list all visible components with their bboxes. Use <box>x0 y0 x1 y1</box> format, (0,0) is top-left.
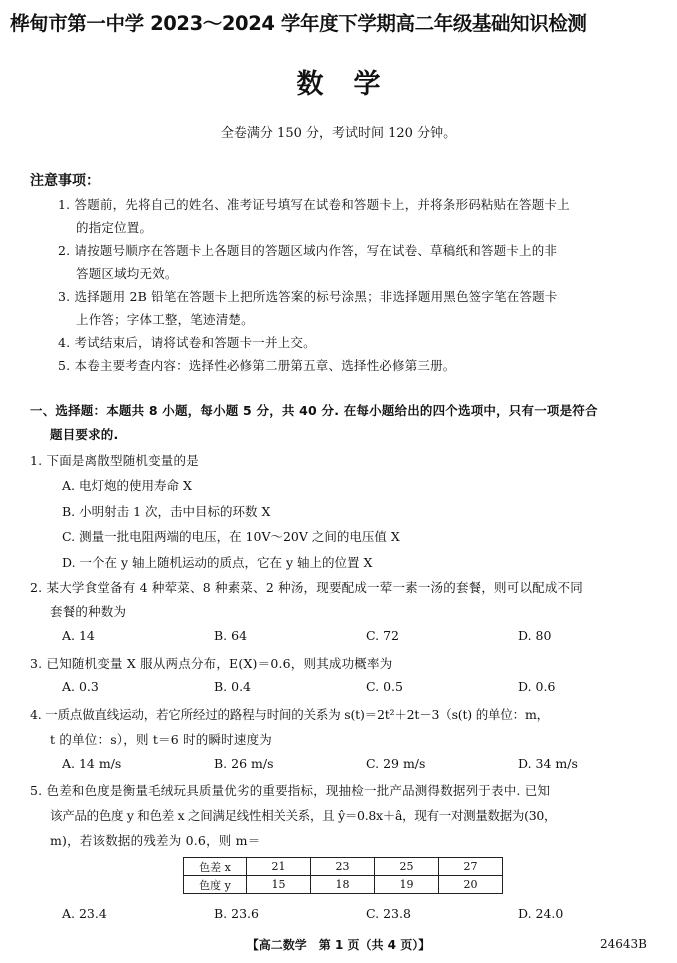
notice-line: 2. 请按题号顺序在答题卡上各题目的答题区域内作答，写在试卷、草稿纸和答题卡上的非 <box>58 243 558 258</box>
table-cell: 15 <box>247 876 311 894</box>
q5-option-a: A. 23.4 <box>62 906 107 921</box>
subject-heading: 数学 <box>296 69 411 100</box>
exam-meta: 全卷满分 150 分，考试时间 120 分钟。 <box>220 126 457 141</box>
table-cell: 23 <box>311 858 375 876</box>
q1-option-d: D. 一个在 y 轴上随机运动的质点，它在 y 轴上的位置 X <box>62 555 373 570</box>
q1-option-c: C. 测量一批电阻两端的电压，在 10V～20V 之间的电压值 X <box>62 529 400 544</box>
q3-stem: 3. 已知随机变量 X 服从两点分布，E(X)＝0.6，则其成功概率为 <box>30 656 393 671</box>
notice-line: 的指定位置。 <box>76 220 153 235</box>
q2-stem: 2. 某大学食堂备有 4 种荤菜、8 种素菜、2 种汤，现要配成一荤一素一汤的套餐，则可以配成不同 <box>30 580 583 595</box>
table-cell: 20 <box>439 876 503 894</box>
table-cell: 18 <box>311 876 375 894</box>
q4-stem: t 的单位：s），则 t＝6 时的瞬时速度为 <box>50 732 272 747</box>
q3-option-a: A. 0.3 <box>62 679 99 694</box>
table-row <box>184 876 503 894</box>
notice-line: 答题区域均无效。 <box>76 266 178 281</box>
table-cell: 色差 x <box>184 858 247 876</box>
notice-line: 上作答；字体工整，笔迹清楚。 <box>76 312 254 327</box>
table-cell: 色度 y <box>184 876 247 894</box>
notice-line: 1. 答题前，先将自己的姓名、准考证号填写在试卷和答题卡上，并将条形码粘贴在答题卡上 <box>58 197 570 212</box>
q4-option-d: D. 34 m/s <box>518 756 578 771</box>
notice-line: 3. 选择题用 2B 铅笔在答题卡上把所选答案的标号涂黑；非选择题用黑色签字笔在答题卡 <box>58 289 558 304</box>
section-heading: 题目要求的. <box>50 427 119 442</box>
q2-option-b: B. 64 <box>214 628 248 643</box>
q2-option-c: C. 72 <box>366 628 399 643</box>
exam-code: 24643B <box>600 937 647 951</box>
notice-line: 5. 本卷主要考查内容：选择性必修第二册第五章、选择性必修第三册。 <box>58 358 456 373</box>
page-footer: 【高二数学 第 1 页（共 4 页）】 <box>246 938 431 952</box>
q5-stem: 5. 色差和色度是衡量毛绒玩具质量优劣的重要指标，现抽检一批产品测得数据列于表中. 已知 <box>30 783 551 798</box>
table-cell: 21 <box>247 858 311 876</box>
q2-stem: 套餐的种数为 <box>50 604 127 619</box>
notice-heading: 注意事项： <box>30 173 100 189</box>
q5-option-d: D. 24.0 <box>518 906 564 921</box>
q1-stem: 1. 下面是离散型随机变量的是 <box>30 453 199 468</box>
q2-option-d: D. 80 <box>518 628 552 643</box>
q5-stem: 该产品的色度 y 和色差 x 之间满足线性相关关系，且 ŷ＝0.8x＋â，现有一对测量数据为(30， <box>50 808 557 823</box>
notice-line: 4. 考试结束后，请将试卷和答题卡一并上交。 <box>58 335 316 350</box>
q1-option-a: A. 电灯炮的使用寿命 X <box>62 478 192 493</box>
table-row <box>184 858 503 876</box>
q3-option-c: C. 0.5 <box>366 679 403 694</box>
table-cell: 19 <box>375 876 439 894</box>
q1-option-b: B. 小明射击 1 次，击中目标的环数 X <box>62 504 271 519</box>
q3-option-b: B. 0.4 <box>214 679 252 694</box>
q4-option-b: B. 26 m/s <box>214 756 274 771</box>
section-heading: 一、选择题：本题共 8 小题，每小题 5 分，共 40 分. 在每小题给出的四个选项中，只有一项是符合 <box>30 403 598 418</box>
q5-option-c: C. 23.8 <box>366 906 411 921</box>
q5-option-b: B. 23.6 <box>214 906 259 921</box>
q4-stem: 4. 一质点做直线运动，若它所经过的路程与时间的关系为 s(t)＝2t²＋2t－3（s(t) 的单位：m， <box>30 707 549 722</box>
table-cell: 25 <box>375 858 439 876</box>
data-table <box>183 857 503 894</box>
q2-option-a: A. 14 <box>62 628 95 643</box>
q5-stem: m)，若该数据的残差为 0.6，则 m＝ <box>50 833 261 848</box>
q3-option-d: D. 0.6 <box>518 679 556 694</box>
exam-title: 桦甸市第一中学 2023～2024 学年度下学期高二年级基础知识检测 <box>10 12 587 35</box>
q4-option-a: A. 14 m/s <box>62 756 122 771</box>
table-cell: 27 <box>439 858 503 876</box>
q4-option-c: C. 29 m/s <box>366 756 426 771</box>
